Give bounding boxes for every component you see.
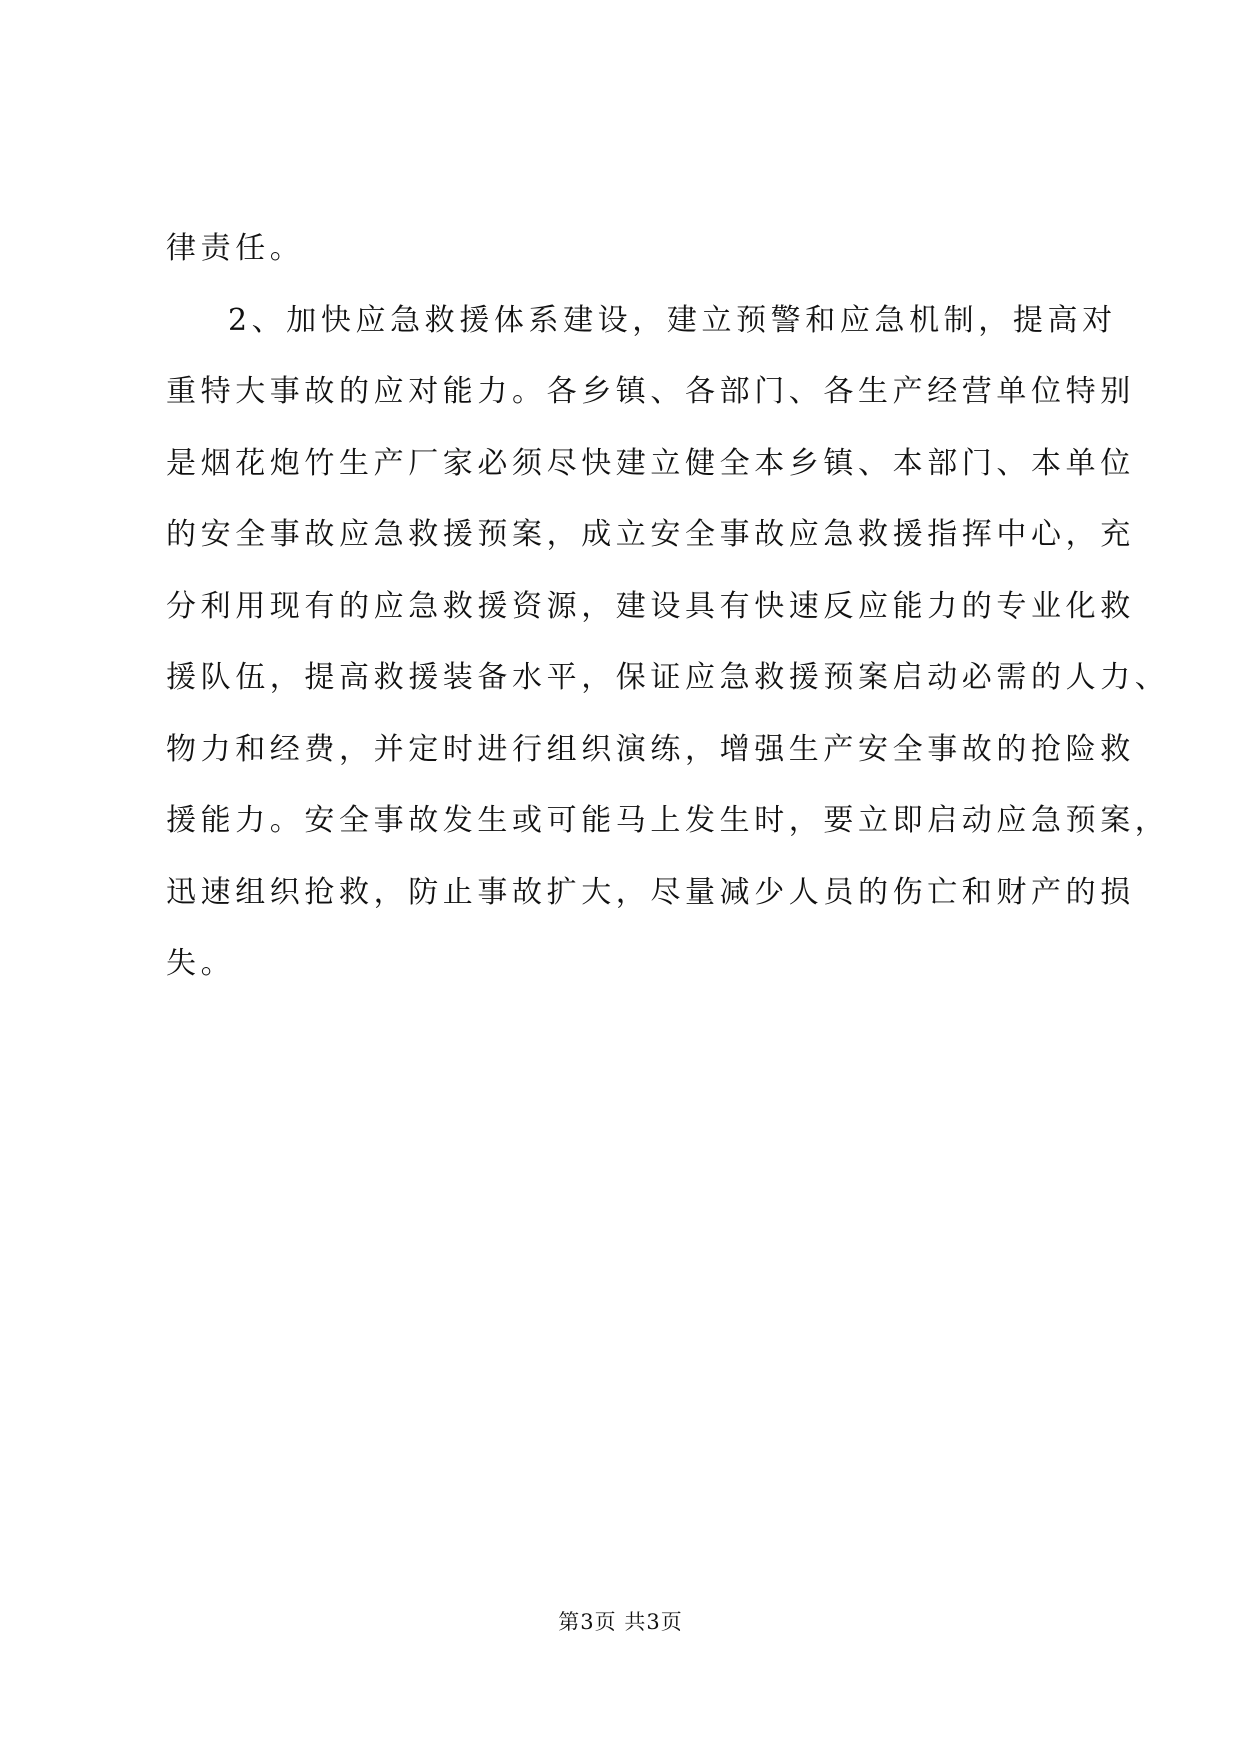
text-line: 迅速组织抢救，防止事故扩大，尽量减少人员的伤亡和财产的损 [166, 874, 1135, 910]
text-line: 的安全事故应急救援预案，成立安全事故应急救援指挥中心，充 [166, 517, 1135, 552]
text-line: 物力和经费，并定时进行组织演练，增强生产安全事故的抢险救 [166, 731, 1135, 767]
text-line: 重特大事故的应对能力。各乡镇、各部门、各生产经营单位特别 [166, 374, 1135, 409]
text-line: 援队伍，提高救援装备水平，保证应急救援预案启动必需的人力、 [166, 660, 1170, 695]
text-line: 援能力。安全事故发生或可能马上发生时，要立即启动应急预案， [166, 803, 1170, 838]
text-line: 是烟花炮竹生产厂家必须尽快建立健全本乡镇、本部门、本单位 [166, 445, 1135, 481]
text-line: 律责任。 [166, 231, 305, 266]
text-line: 失。 [166, 946, 236, 981]
page-footer: 第3页 共3页 [558, 1610, 683, 1634]
document-body [166, 230, 1170, 1017]
text-line: 分利用现有的应急救援资源，建设具有快速反应能力的专业化救 [166, 588, 1135, 624]
text-line: 2、加快应急救援体系建设，建立预警和应急机制，提高对 [228, 302, 1117, 338]
